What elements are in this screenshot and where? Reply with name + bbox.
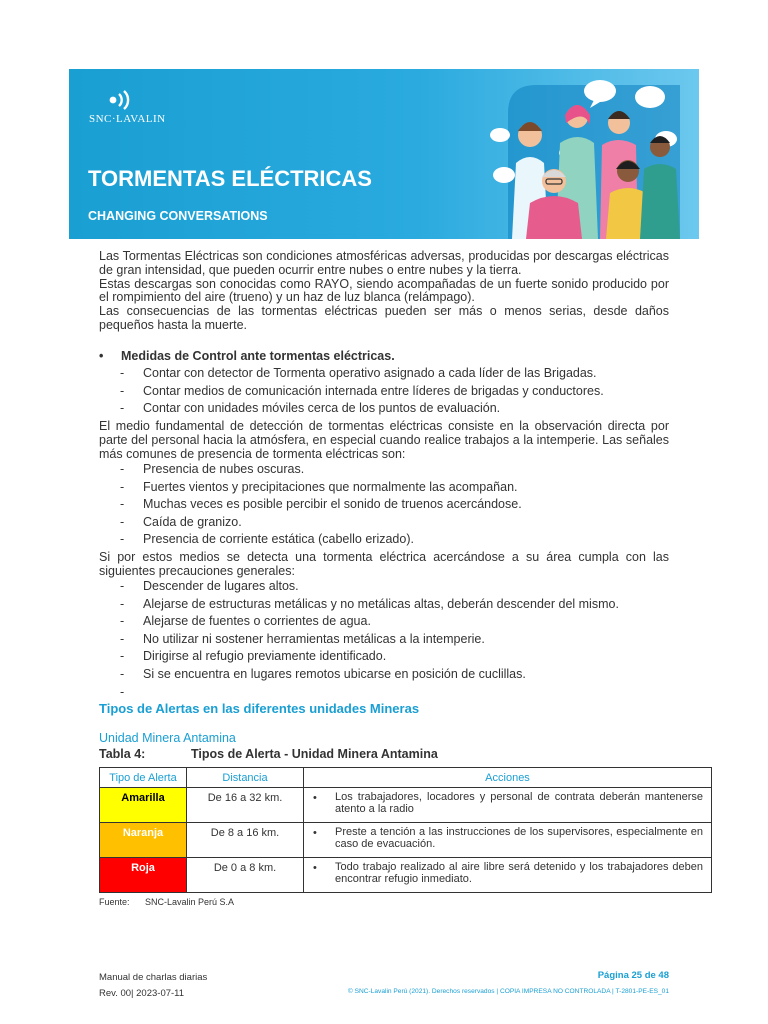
intro-paragraph: Las consecuencias de las tormentas eléctricas pueden ser más o menos serias, desde daños pequeños hasta la muerte. [99,304,669,332]
alerts-section-title: Tipos de Alertas en las diferentes unidades Mineras [99,701,420,716]
precautions-list [118,579,678,702]
distance-cell: De 16 a 32 km. [187,788,304,823]
precautions-paragraph: Si por estos medios se detecta una tormenta eléctrica acercándose a su área cumpla con las siguientes precauciones generales: [99,550,669,578]
list-item: - Descender de lugares altos. [118,579,678,597]
page-subtitle: CHANGING CONVERSATIONS [88,209,268,223]
source-label: Fuente: [99,897,130,907]
list-item: - Alejarse de estructuras metálicas y no metálicas altas, deberán descender del mismo. [118,597,678,615]
table-row [100,823,712,858]
logo-text: SNC·LAVALIN [89,113,166,125]
list-item: - Presencia de corriente estática (cabello erizado). [118,532,678,550]
intro-paragraph: Las Tormentas Eléctricas son condiciones atmosféricas adversas, producidas por descargas eléctricas de gran intensidad, que pueden ocurrir entre nubes o entre nubes y la tierra. [99,249,669,277]
page-title: TORMENTAS ELÉCTRICAS [88,166,372,191]
action-text: Todo trabajo realizado al aire libre será detenido y los trabajadores deben encontrar refugio inmediato. [335,861,703,885]
list-item: - Contar con detector de Tormenta operativo asignado a cada líder de las Brigadas. [118,366,678,384]
table-caption [99,747,438,761]
column-header: Acciones [304,768,712,788]
distance-cell: De 0 a 8 km. [187,858,304,893]
table-title: Tipos de Alerta - Unidad Minera Antamina [191,747,438,761]
intro-text [99,250,669,333]
detection-paragraph: El medio fundamental de detección de tormentas eléctricas consiste en la observación directa por parte del personal hacia la atmósfera, en especial cuando realice trabajos a la intemperie. Las señales más comunes de presencia de tormenta eléctricas son: [99,419,669,461]
list-item: - Contar medios de comunicación internada entre líderes de brigadas y conductores. [118,384,678,402]
actions-cell [304,788,712,823]
list-item: - Fuertes vientos y precipitaciones que normalmente las acompañan. [118,480,678,498]
footer-revision: Rev. 00| 2023-07-11 [99,988,185,999]
bullet-marker: • [313,827,317,839]
actions-cell [304,858,712,893]
action-text: Preste a tención a las instrucciones de los supervisores, especialmente en caso de evacuación. [335,826,703,850]
bullet-marker: • [313,792,317,804]
list-item [118,685,678,703]
page-number: Página 25 de 48 [597,970,669,981]
footer-doc-name: Manual de charlas diarias [99,972,208,983]
alert-type-cell: Amarilla [100,788,187,823]
mining-unit-label: Unidad Minera Antamina [99,731,236,745]
header-banner [69,69,699,239]
bullet-marker: • [313,862,317,874]
list-item: - Si se encuentra en lugares remotos ubicarse en posición de cuclillas. [118,667,678,685]
footer-document-info [99,970,207,1002]
list-item: - Dirigirse al refugio previamente identificado. [118,649,678,667]
list-item: - Caída de granizo. [118,515,678,533]
alerts-table [99,767,712,893]
bullet-marker: • [99,349,104,363]
control-measures-heading-text: Medidas de Control ante tormentas eléctricas. [121,349,395,363]
list-item: - Alejarse de fuentes o corrientes de agua. [118,614,678,632]
table-row [100,858,712,893]
list-item: - Contar con unidades móviles cerca de los puntos de evaluación. [118,401,678,419]
table-source [99,897,235,907]
column-header: Tipo de Alerta [100,768,187,788]
table-label: Tabla 4: [99,747,146,761]
intro-paragraph: Estas descargas son conocidas como RAYO, siendo acompañadas de un fuerte sonido producido por el rompimiento del aire (trueno) y un haz de luz blanca (relámpago). [99,276,669,305]
list-item: - Presencia de nubes oscuras. [118,462,678,480]
control-measures-heading [99,349,395,363]
source-value: SNC-Lavalin Perú S.A [145,897,235,907]
column-header: Distancia [187,768,304,788]
distance-cell: De 8 a 16 km. [187,823,304,858]
list-item: - Muchas veces es posible percibir el sonido de truenos acercándose. [118,497,678,515]
actions-cell [304,823,712,858]
control-measures-list [118,366,678,419]
table-header-row [100,768,712,788]
alert-type-cell: Roja [100,858,187,893]
footer-copyright: © SNC-Lavalin Perú (2021). Derechos reservados | COPIA IMPRESA NO CONTROLADA | T-2801-PE-ES_01 [347,988,669,995]
storm-signals-list [118,462,678,550]
logo-waves-icon [99,89,139,111]
action-text: Los trabajadores, locadores y personal de contrata deberán mantenerse atento a la radio [335,791,703,815]
alert-type-cell: Naranja [100,823,187,858]
list-item: - No utilizar ni sostener herramientas metálicas a la intemperie. [118,632,678,650]
table-row [100,788,712,823]
people-conversation-illustration [490,73,680,239]
